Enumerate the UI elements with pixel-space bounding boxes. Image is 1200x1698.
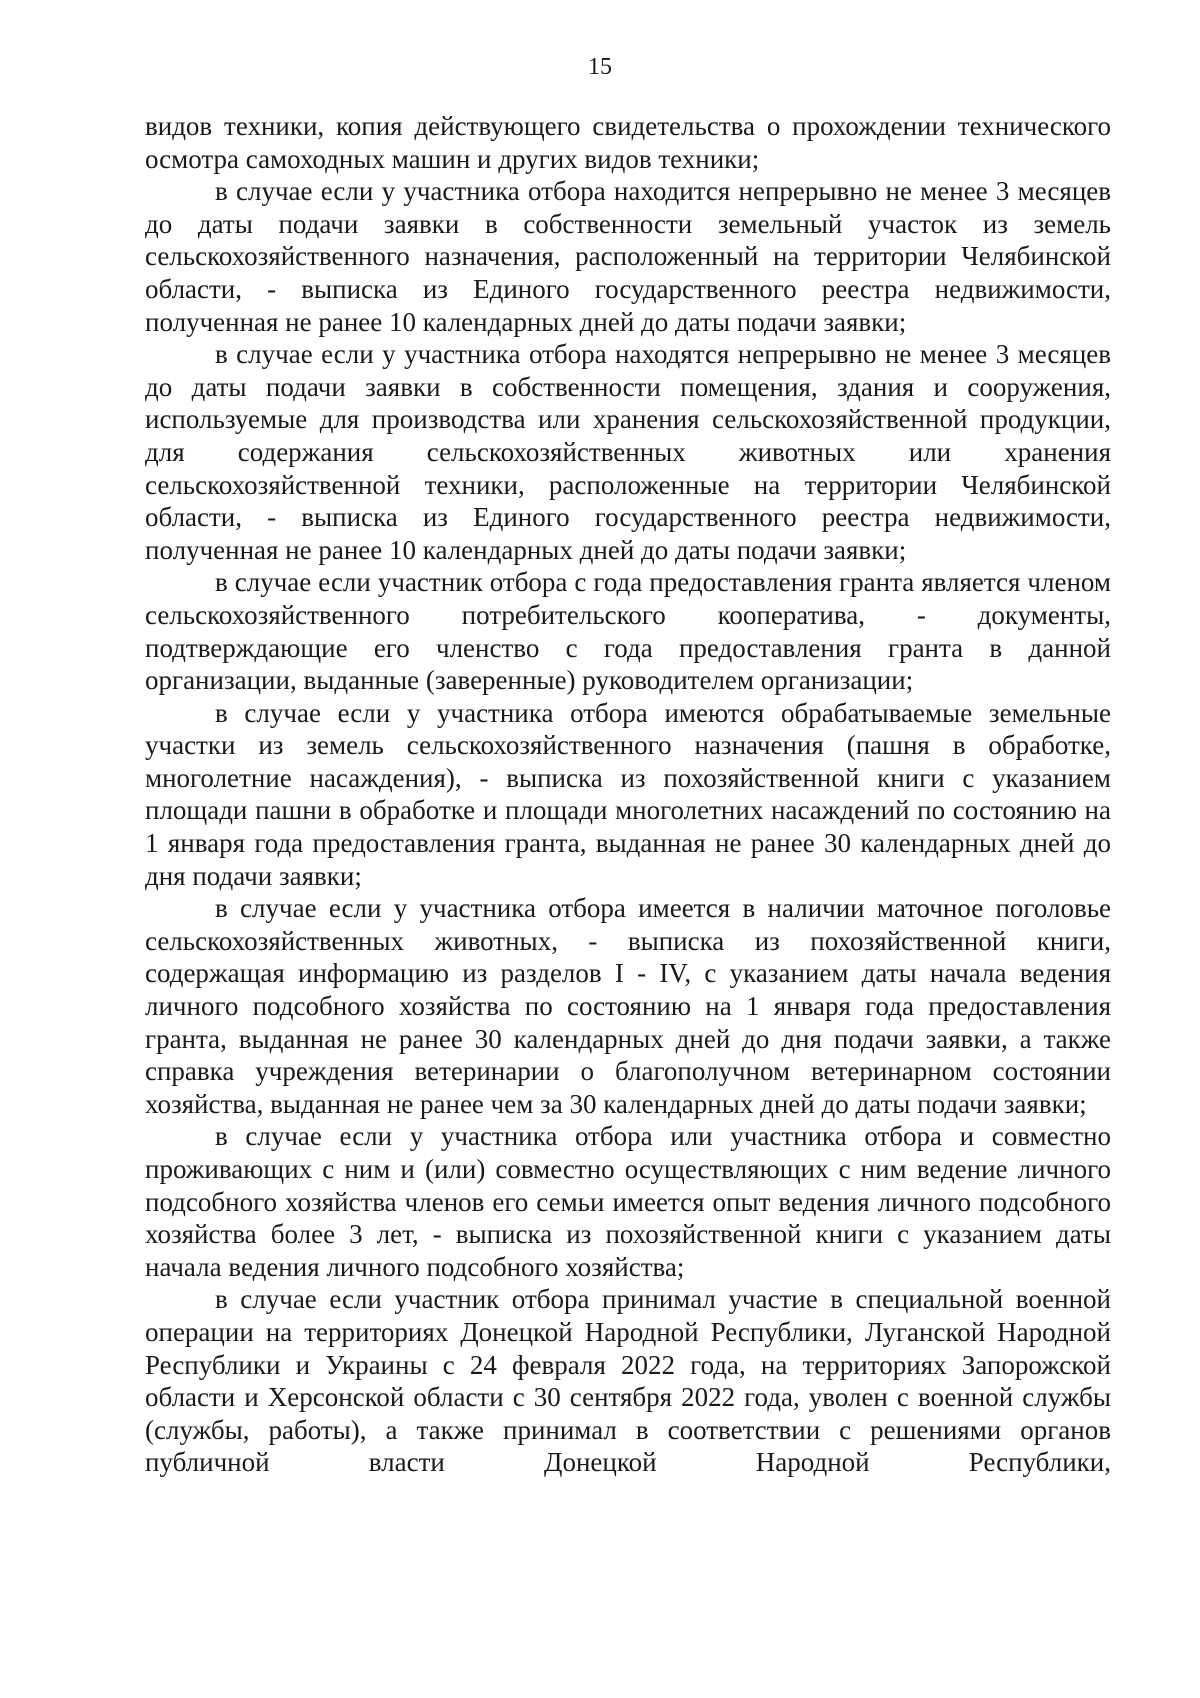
paragraph-breeding-livestock: в случае если у участника отбора имеется в наличии маточное поголовье сельскохозяйственных животных, - выписка из похозяйственной книги, содержащая информацию из разделов I - IV, с указанием даты начала ведения личного подсобного хозяйства по состоянию на 1 января года предоставления гранта, выданная не ранее 30 календарных дней до дня подачи заявки, а также справка учреждения ветеринарии о благополучном ветеринарном состоянии хозяйства, выданная не ранее чем за 30 календарных дней до даты подачи заявки; xyxy=(145,893,1111,1119)
paragraph-household-experience: в случае если у участника отбора или участника отбора и совместно проживающих с ним и (или) совместно осуществляющих с ним ведение личного подсобного хозяйства членов его семьи имеется опыт ведения личного подсобного хозяйства более 3 лет, - выписка из похозяйственной книги с указанием даты начала ведения личного подсобного хозяйства; xyxy=(145,1121,1111,1282)
paragraph-land-plot-ownership: в случае если у участника отбора находится непрерывно не менее 3 месяцев до даты подачи заявки в собственности земельный участок из земель сельскохозяйственного назначения, расположенный на территории Челябинской области, - выписка из Единого государственного реестра недвижимости, полученная не ранее 10 календарных дней до даты подачи заявки; xyxy=(145,176,1111,337)
document-body xyxy=(145,110,1111,1479)
page-number: 15 xyxy=(588,54,612,80)
paragraph-cultivated-land: в случае если у участника отбора имеются обрабатываемые земельные участки из земель сельскохозяйственного назначения (пашня в обработке, многолетние насаждения), - выписка из похозяйственной книги с указанием площади пашни в обработке и площади многолетних насаждений по состоянию на 1 января года предоставления гранта, выданная не ранее 30 календарных дней до дня подачи заявки; xyxy=(145,697,1111,891)
paragraph-buildings-ownership: в случае если у участника отбора находятся непрерывно не менее 3 месяцев до даты подачи заявки в собственности помещения, здания и сооружения, используемые для производства или хранения сельскохозяйственной продукции, для содержания сельскохозяйственных животных или хранения сельскохозяйственной техники, расположенные на территории Челябинской области, - выписка из Единого государственного реестра недвижимости, полученная не ранее 10 календарных дней до даты подачи заявки; xyxy=(145,339,1111,565)
paragraph-cooperative-membership: в случае если участник отбора с года предоставления гранта является членом сельскохозяйственного потребительского кооператива, - документы, подтверждающие его членство с года предоставления гранта в данной организации, выданные (заверенные) руководителем организации; xyxy=(145,567,1111,696)
paragraph-vehicle-inspection: видов техники, копия действующего свидетельства о прохождении технического осмотра самоходных машин и других видов техники; xyxy=(145,111,1111,174)
paragraph-military-operation: в случае если участник отбора принимал участие в специальной военной операции на территориях Донецкой Народной Республики, Луганской Народной Республики и Украины с 24 февраля 2022 года, на территориях Запорожской области и Херсонской области с 30 сентября 2022 года, уволен с военной службы (службы, работы), а также принимал в соответствии с решениями органов публичной власти Донецкой Народной Республики, xyxy=(145,1284,1111,1478)
